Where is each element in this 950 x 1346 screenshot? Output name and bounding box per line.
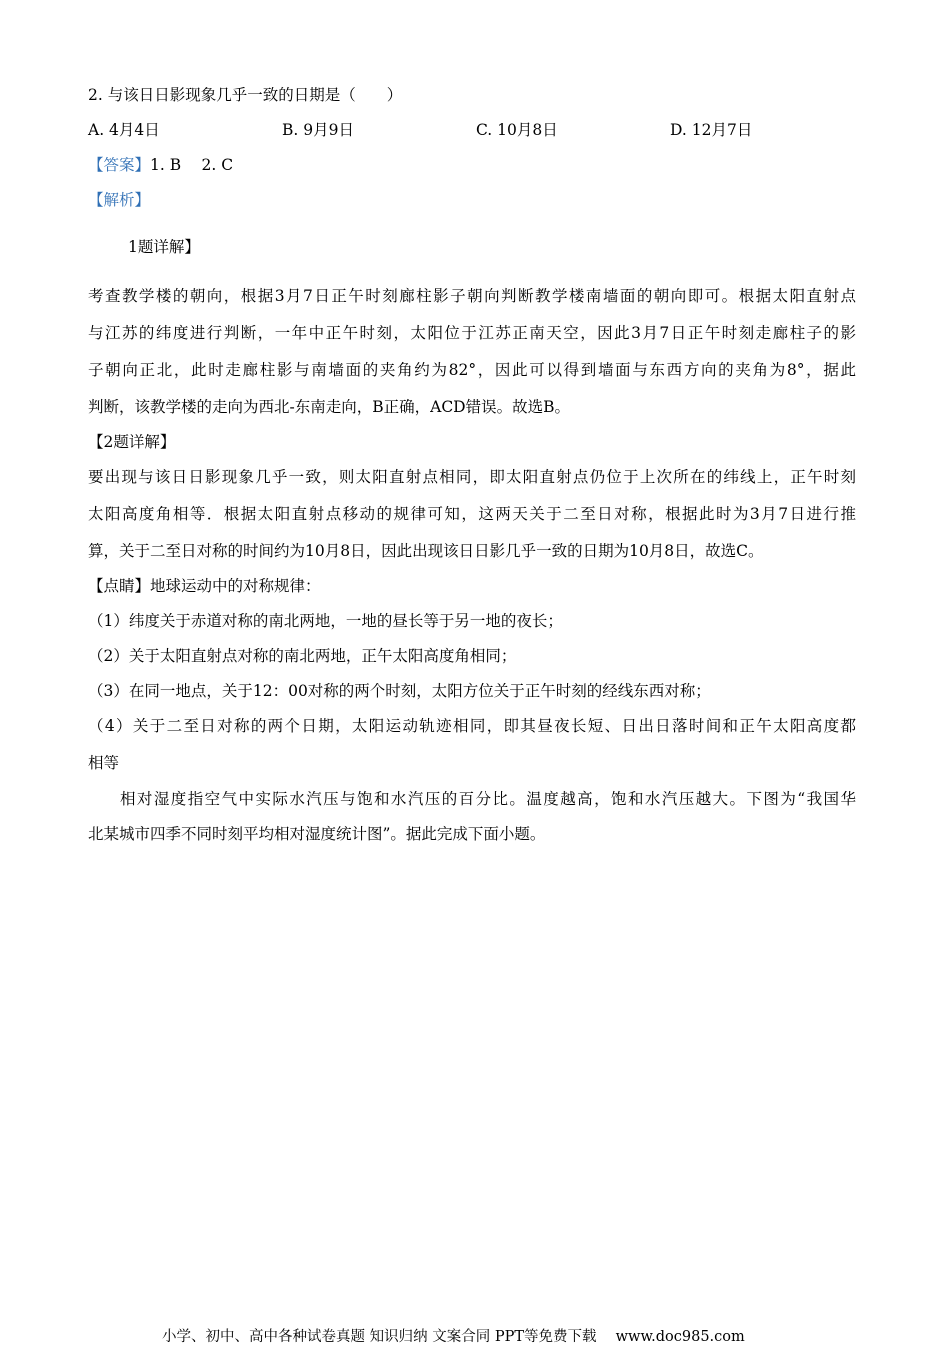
detail2-line-3: 算，关于二至日对称的时间约为10月8日，因此出现该日日影几乎一致的日期为10月8日，故选C。	[88, 542, 764, 560]
material-line-2: 北某城市四季不同时刻平均相对湿度统计图”。据此完成下面小题。	[88, 825, 546, 843]
tips-heading: 【点睛】地球运动中的对称规律：	[88, 577, 321, 595]
tips-item-4: （4）关于二至日对称的两个日期，太阳运动轨迹相同，即其昼夜长短、日出日落时间和正午太阳高度都	[88, 717, 856, 735]
detail1-line-4: 判断，该教学楼的走向为西北-东南走向，B正确，ACD错误。故选B。	[88, 398, 571, 416]
tips-item-2: （2）关于太阳直射点对称的南北两地，正午太阳高度角相同；	[88, 647, 517, 665]
detail1-line-2: 与江苏的纬度进行判断，一年中正午时刻，太阳位于江苏正南天空，因此3月7日正午时刻走廊柱子的影	[88, 324, 856, 342]
detail2-line-2: 太阳高度角相等．根据太阳直射点移动的规律可知，这两天关于二至日对称，根据此时为3月7日进行推	[88, 505, 856, 523]
option-b: B. 9月9日	[282, 121, 354, 139]
answer-line	[88, 153, 233, 175]
answer-label: 【答案】	[88, 156, 151, 174]
detail1-heading: 1题详解】	[128, 238, 200, 256]
tips-item-3: （3）在同一地点，关于12：00对称的两个时刻，太阳方位关于正午时刻的经线东西对称；	[88, 682, 711, 700]
question-stem: 2. 与该日日影现象几乎一致的日期是（ ）	[88, 86, 403, 104]
option-d: D. 12月7日	[670, 121, 753, 139]
tips-item-4-cont: 相等	[88, 754, 120, 772]
detail1-line-3: 子朝向正北，此时走廊柱影与南墙面的夹角约为82°，因此可以得到墙面与东西方向的夹角为8°，据此	[88, 361, 856, 379]
material-line-1: 相对湿度指空气中实际水汽压与饱和水汽压的百分比。温度越高，饱和水汽压越大。下图为“我国华	[120, 790, 856, 808]
tips-item-1: （1）纬度关于赤道对称的南北两地，一地的昼长等于另一地的夜长；	[88, 612, 563, 630]
answer-text: 1. B 2. C	[150, 156, 234, 174]
analysis-label: 【解析】	[88, 191, 151, 209]
option-a: A. 4月4日	[88, 121, 160, 139]
detail2-heading: 【2题详解】	[88, 433, 176, 451]
detail1-line-1: 考查教学楼的朝向，根据3月7日正午时刻廊柱影子朝向判断教学楼南墙面的朝向即可。根据太阳直射点	[88, 287, 856, 305]
detail2-line-1: 要出现与该日日影现象几乎一致，则太阳直射点相同，即太阳直射点仍位于上次所在的纬线上，正午时刻	[88, 468, 856, 486]
footer-text: 小学、初中、高中各种试卷真题 知识归纳 文案合同 PPT等免费下载 www.doc985.com	[162, 1329, 745, 1345]
option-c: C. 10月8日	[476, 121, 558, 139]
